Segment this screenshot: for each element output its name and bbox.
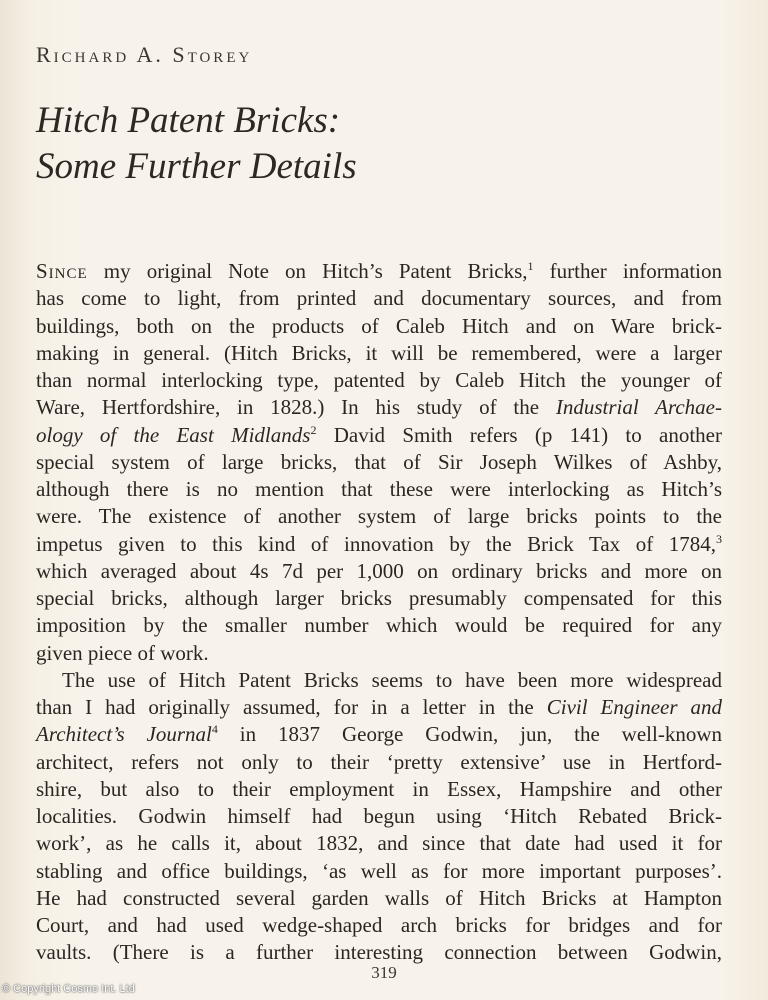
text-line: work’, as he calls it, about 1832, and since that date had used it for	[36, 831, 722, 856]
text-line: Since my original Note on Hitch’s Patent Bricks,$^1$ further information	[36, 259, 723, 283]
article-body	[36, 258, 722, 967]
text-line: ology of the East Midlands$^2$ David Smith refers (p 141) to another	[36, 422, 722, 447]
copyright-watermark: © Copyright Cosmo Int. Ltd	[2, 983, 135, 995]
text-line: shire, but also to their employment in Essex, Hampshire and other	[36, 776, 722, 801]
title-line-1: Hitch Patent Bricks:	[36, 100, 341, 141]
title-line-2: Some Further Details	[36, 146, 357, 187]
author-name: Richard A. Storey	[36, 42, 253, 67]
text-line: making in general. (Hitch Bricks, it will be remembered, were a larger	[36, 340, 722, 365]
article-title	[36, 98, 357, 190]
text-line: although there is no mention that these were interlocking as Hitch’s	[36, 477, 722, 501]
text-line: Architect’s Journal$^4$ in 1837 George Godwin, jun, the well-known	[36, 722, 722, 747]
text-line: imposition by the smaller number which would be required for any	[36, 613, 722, 638]
text-line: than I had originally assumed, for in a letter in the Civil Engineer and	[36, 695, 722, 719]
text-line: were. The existence of another system of large bricks points to the	[36, 504, 722, 529]
text-line: He had constructed several garden walls of Hitch Bricks at Hampton	[36, 885, 722, 910]
text-line: Court, and had used wedge-shaped arch bricks for bridges and for	[36, 913, 722, 937]
text-line: given piece of work.	[36, 640, 209, 665]
page-number: 319	[371, 963, 397, 982]
text-line: The use of Hitch Patent Bricks seems to have been more widespread	[62, 667, 722, 692]
text-line: has come to light, from printed and documentary sources, and from	[36, 286, 722, 311]
text-line: special system of large bricks, that of Sir Joseph Wilkes of Ashby,	[36, 449, 722, 474]
text-line: vaults. (There is a further interesting connection between Godwin,	[36, 940, 722, 965]
text-line: stabling and office buildings, ‘as well as for more important purposes’.	[36, 858, 722, 883]
text-line: localities. Godwin himself had begun using ‘Hitch Rebated Brick-	[36, 804, 722, 828]
text-line: special bricks, although larger bricks presumably compensated for this	[36, 586, 722, 610]
text-line: which averaged about 4s 7d per 1,000 on ordinary bricks and more on	[36, 558, 722, 583]
text-line: Ware, Hertfordshire, in 1828.) In his study of the Industrial Archae-	[36, 395, 722, 420]
text-line: architect, refers not only to their ‘pretty extensive’ use in Hertford-	[36, 749, 722, 774]
text-line: impetus given to this kind of innovation by the Brick Tax of 1784,$^3$	[36, 531, 722, 556]
text-line: than normal interlocking type, patented by Caleb Hitch the younger of	[36, 368, 722, 392]
text-line: buildings, both on the products of Caleb Hitch and on Ware brick-	[36, 313, 722, 338]
